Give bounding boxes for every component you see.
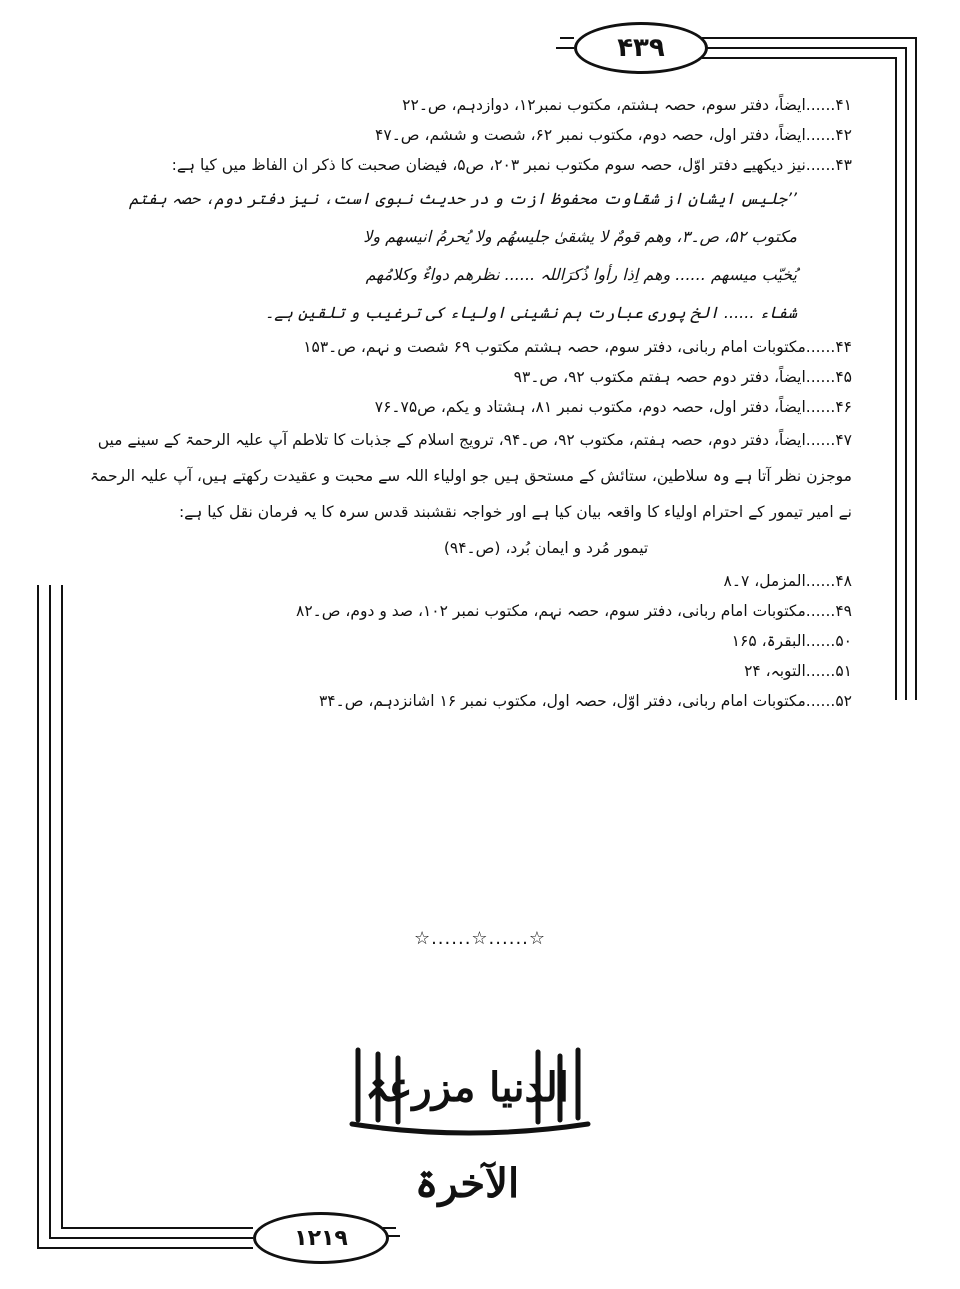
footnote-text: ایضاً، دفتر اول، حصہ دوم، مکتوب نمبر ۸۱، ہشتاد و یکم، ص۷۵۔۷۶: [374, 398, 806, 416]
footnote-separator: ......: [805, 692, 836, 710]
footnote-number: ۵۲: [835, 692, 852, 710]
footnote-text: ایضاً، دفتر سوم، حصہ ہشتم، مکتوب نمبر۱۲، دوازدہم، ص۔۲۲: [402, 96, 806, 114]
footnote-51: [100, 656, 852, 686]
quote-line: یُخیّب میسھم ...... وھم اِذا رأوا ذُکرَاللہ ...... نظرھم دواءٌ وکلامُھم: [365, 265, 797, 284]
footnote-number: ۴۲: [835, 126, 852, 144]
footnote-48: [100, 566, 852, 596]
footnote-separator: ......: [805, 662, 836, 680]
footnote-separator: ......: [805, 368, 836, 386]
footnote-number: ۴۶: [835, 398, 852, 416]
footnote-49: [100, 596, 852, 626]
footnote-text: التوبہ، ۲۴: [744, 662, 806, 680]
footnote-47-line: موجزن نظر آتا ہے وہ سلاطین، ستائش کے مستحق ہیں جو اولیاء اللہ سے محبت و عقیدت رکھتے ہیں، آپ علیہ الرحمۃ: [89, 467, 852, 485]
quote-line: ’’جلیس ایشان از شقاوت محفوظ ازت و در حدیث نبوی است، نیز دفتر دوم، حصہ ہفتم: [129, 189, 797, 208]
footnote-separator: ......: [805, 156, 836, 174]
footnotes: [89, 90, 852, 716]
footnote-number: ۵۰: [835, 632, 852, 650]
footnote-44: [100, 332, 852, 362]
quote-line: مکتوب ۵۲، ص۔۳، وھم قومٌ لا یشقیٰ جلیسھُم ولا یُحرمُ انیسھم ولا: [363, 227, 797, 246]
footnote-separator: ......: [805, 398, 836, 416]
footnote-separator: ......: [805, 632, 836, 650]
top-page-number: ۴۳۹: [574, 22, 708, 74]
calligraphy-ornament: [338, 1040, 596, 1207]
footnote-separator: ......: [805, 338, 836, 356]
footnote-number: ۴۳: [835, 156, 852, 174]
footnote-number: ۴۷: [835, 431, 852, 449]
footnote-text: مکتوبات امام ربانی، دفتر سوم، حصہ ہشتم مکتوب ۶۹ شصت و نہم، ص۔۱۵۳: [303, 338, 806, 356]
footnote-number: ۴۵: [835, 368, 852, 386]
footnote-number: ۴۴: [835, 338, 852, 356]
footnote-number: ۵۱: [835, 662, 852, 680]
footnote-number: ۴۸: [835, 572, 852, 590]
footnote-text: ایضاً، دفتر دوم، حصہ ہفتم، مکتوب ۹۲، ص۔۹۴، ترویج اسلام کے جذبات کا تلاطم آپ علیہ الرحمۃ کے سینے میں: [97, 431, 806, 449]
calligraphy-text: الدنیا مزرعۃ الآخرۃ: [365, 1064, 569, 1207]
quote-line: شفاء ...... الخ پوری عبارت ہم نشینی اولیاء کی ترغیب و تلقین ہے۔: [264, 303, 797, 322]
footnote-52: [100, 686, 852, 716]
star-divider: ☆......☆......☆: [413, 928, 547, 949]
footnote-43: [100, 150, 852, 180]
footnote-text: ایضاً، دفتر اول، حصہ دوم، مکتوب نمبر ۶۲، شصت و ششم، ص۔۴۷: [375, 126, 806, 144]
footnote-text: البقرۃ، ۱۶۵: [731, 632, 806, 650]
footnote-number: ۴۱: [835, 96, 852, 114]
footnote-text: نیز دیکھیے دفتر اوّل، حصہ سوم مکتوب نمبر ۲۰۳، ص۵، فیضان صحبت کا ذکر ان الفاظ میں کیا ہے:: [171, 156, 806, 174]
footnote-text: مکتوبات امام ربانی، دفتر اوّل، حصہ اول، مکتوب نمبر ۱۶ اشانزدہم، ص۔۳۴: [318, 692, 806, 710]
footnote-45: [100, 362, 852, 392]
footnote-47-line: نے امیر تیمور کے احترام اولیاء کا واقعہ بیان کیا ہے اور خواجہ نقشبند قدس سرہ کا یہ فرمان نقل کیا ہے:: [178, 503, 852, 521]
footnote-separator: ......: [805, 431, 836, 449]
footnote-46: [100, 392, 852, 422]
footnote-separator: ......: [805, 96, 836, 114]
footnote-47-line: [97, 422, 852, 458]
footnote-separator: ......: [805, 602, 836, 620]
footnote-50: [100, 626, 852, 656]
footnote-text: المزمل، ۷۔۸: [723, 572, 806, 590]
footnote-separator: ......: [805, 572, 836, 590]
footnote-43-quote: [129, 180, 797, 332]
bottom-page-number: ۱۲۱۹: [253, 1212, 389, 1264]
footnote-separator: ......: [805, 126, 836, 144]
footnote-number: ۴۹: [835, 602, 852, 620]
footnote-42: [100, 120, 852, 150]
footnote-text: ایضاً، دفتر دوم حصہ ہفتم مکتوب ۹۲، ص۔۹۳: [513, 368, 806, 386]
footnote-41: [100, 90, 852, 120]
footnote-47-quote: تیمور مُرد و ایمان بُرد، (ص۔۹۴): [443, 539, 649, 557]
footnote-text: مکتوبات امام ربانی، دفتر سوم، حصہ نہم، مکتوب نمبر ۱۰۲، صد و دوم، ص۔۸۲: [296, 602, 806, 620]
footnote-47: [89, 422, 852, 566]
